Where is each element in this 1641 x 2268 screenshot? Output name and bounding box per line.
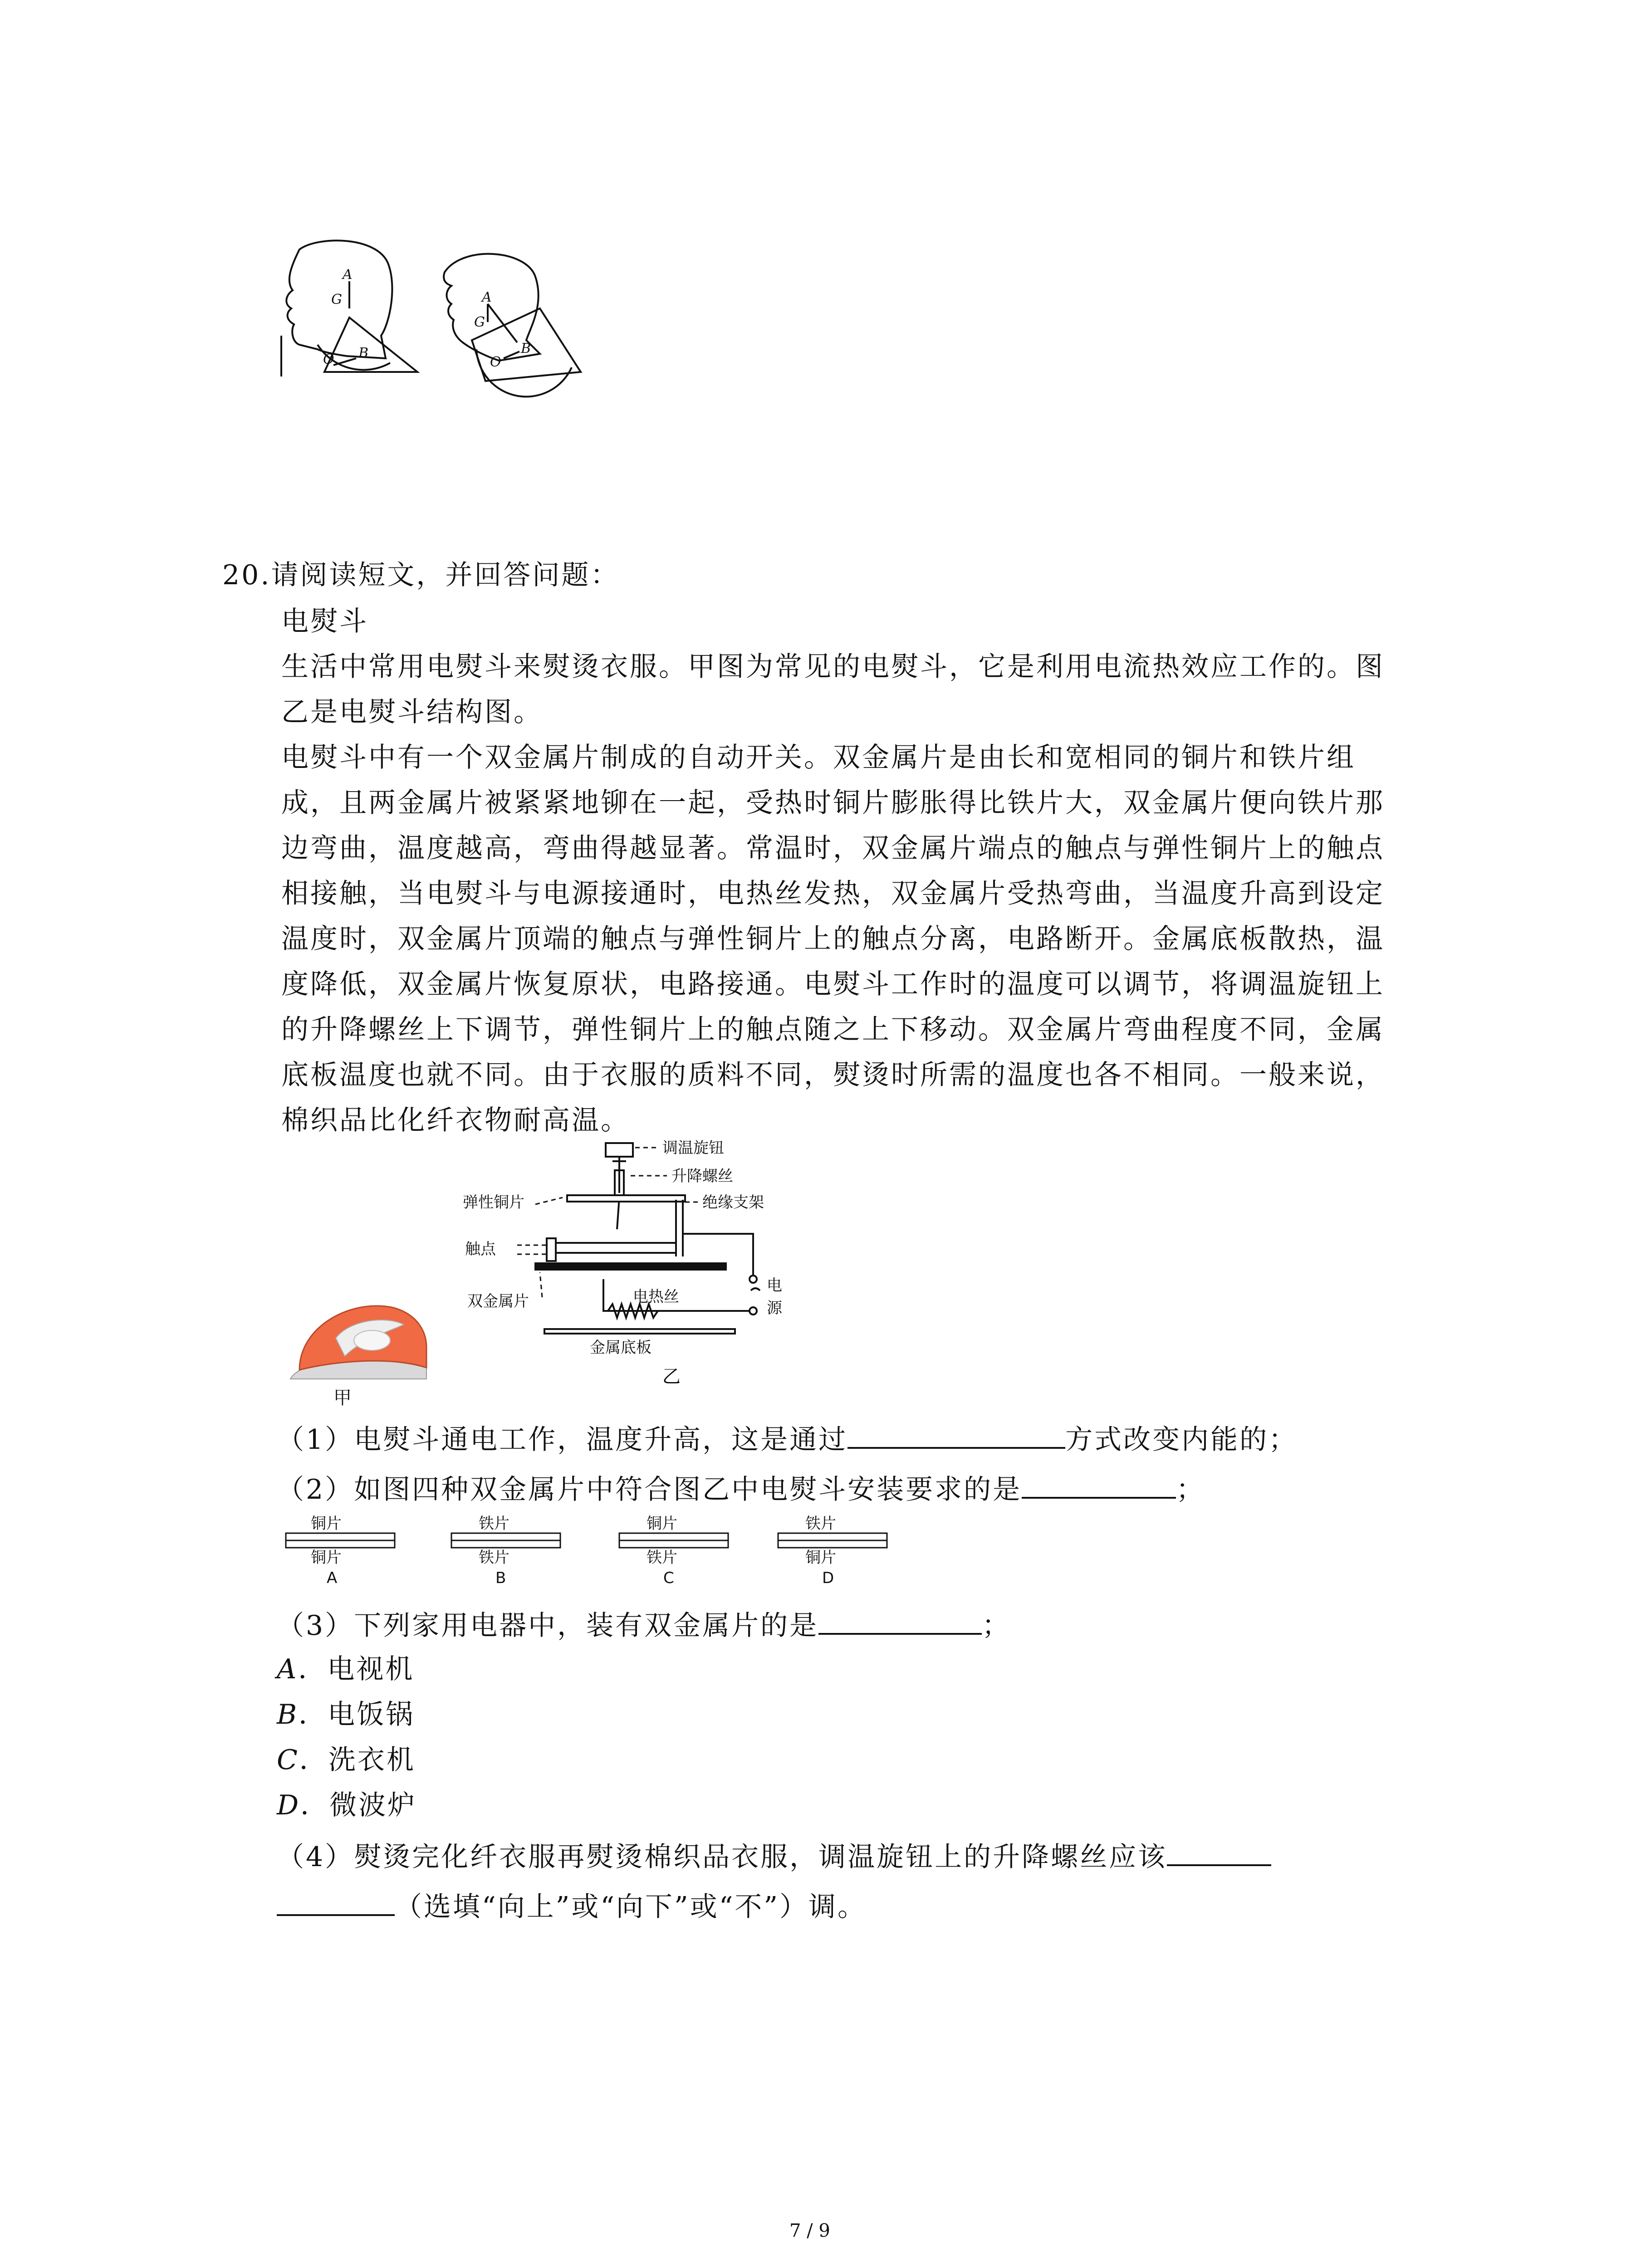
question-number: 20. (222, 559, 271, 591)
q2-answer-blank[interactable] (1022, 1470, 1176, 1499)
q1-text-b: 方式改变内能的； (1065, 1424, 1298, 1456)
sub-question-1 (277, 1420, 1298, 1458)
strip-b-bottom: 铁片 (479, 1549, 509, 1567)
head2-label-a: A (482, 289, 492, 305)
q3-text: （3）下列家用电器中，装有双金属片的是 (277, 1610, 819, 1642)
option-b[interactable] (277, 1696, 415, 1733)
head2-label-o: O (490, 354, 501, 370)
paragraph2-line1: 电熨斗中有一个双金属片制成的自动开关。双金属片是由长和宽相同的铜片和铁片组 (281, 742, 1356, 773)
paragraph1-line2: 乙是电熨斗结构图。 (281, 696, 543, 728)
q4-answer-blank-1[interactable] (1167, 1837, 1271, 1866)
head1-label-o: O (323, 352, 334, 367)
strip-c-top: 铜片 (647, 1515, 677, 1533)
q3-answer-blank[interactable] (818, 1606, 982, 1635)
head2-label-b: B (521, 341, 531, 357)
head-posture-figure (272, 236, 617, 426)
strip-option-c (619, 1515, 728, 1587)
q1-text-a: （1）电熨斗通电工作，温度升高，这是通过 (277, 1424, 848, 1456)
option-d[interactable] (277, 1787, 416, 1823)
label-insulating-bracket: 绝缘支架 (702, 1193, 764, 1212)
label-power-1: 电 (767, 1276, 782, 1295)
strip-a-letter: A (327, 1569, 338, 1587)
paragraph2-line8: 底板温度也就不同。由于衣服的质料不同，熨烫时所需的温度也各不相同。一般来说， (281, 1059, 1385, 1091)
label-contact: 触点 (465, 1240, 496, 1258)
sub-question-2 (277, 1470, 1205, 1508)
paragraph1-line1: 生活中常用电熨斗来熨烫衣服。甲图为常见的电熨斗，它是利用电流热效应工作的。图 (281, 651, 1385, 683)
label-jia: 甲 (333, 1388, 352, 1408)
strip-d-bottom: 铜片 (805, 1549, 836, 1567)
q1-answer-blank[interactable] (847, 1420, 1065, 1449)
paragraph2-line5: 温度时，双金属片顶端的触点与弹性铜片上的触点分离，电路断开。金属底板散热，温 (281, 923, 1385, 955)
option-d-letter: D (277, 1789, 301, 1821)
label-power-2: 源 (767, 1299, 782, 1317)
label-screw: 升降螺丝 (671, 1167, 733, 1185)
sub-question-4-line1 (277, 1837, 1271, 1875)
paragraph2-line2: 成，且两金属片被紧紧地铆在一起，受热时铜片膨胀得比铁片大，双金属片便向铁片那 (281, 787, 1385, 819)
option-c[interactable] (277, 1742, 416, 1778)
label-elastic-copper: 弹性铜片 (463, 1193, 524, 1212)
option-b-text: ．电饭锅 (299, 1699, 415, 1730)
strip-option-a (286, 1515, 395, 1587)
strip-c-bottom: 铁片 (647, 1549, 677, 1567)
head1-label-g: G (331, 292, 342, 308)
question-header (222, 557, 619, 593)
strip-a-bottom: 铜片 (311, 1549, 342, 1567)
option-c-text: ．洗衣机 (299, 1744, 416, 1776)
q2-text: （2）如图四种双金属片中符合图乙中电熨斗安装要求的是 (277, 1474, 1022, 1505)
sub-question-4-line2 (277, 1887, 867, 1925)
page-number: 7 / 9 (789, 2220, 830, 2241)
head1-label-a: A (343, 267, 353, 283)
option-c-letter: C (277, 1744, 299, 1776)
question-intro: 请阅读短文，并回答问题： (271, 559, 620, 591)
option-a-letter: A (277, 1653, 299, 1685)
label-base-plate: 金属底板 (590, 1339, 652, 1357)
head1-label-b: B (358, 345, 369, 361)
paragraph2-line3: 边弯曲，温度越高，弯曲得越显著。常温时，双金属片端点的触点与弹性铜片上的触点 (281, 832, 1385, 864)
paragraph2-line6: 度降低，双金属片恢复原状，电路接通。电熨斗工作时的温度可以调节，将调温旋钮上 (281, 968, 1385, 1000)
strip-a-top: 铜片 (311, 1515, 342, 1533)
strip-d-letter: D (822, 1569, 834, 1587)
strip-c-letter: C (663, 1569, 674, 1587)
iron-photo (281, 1288, 436, 1393)
label-heating-wire: 电热丝 (633, 1288, 679, 1306)
strip-b-letter: B (495, 1569, 506, 1587)
strip-option-b (451, 1515, 560, 1587)
q3-end: ； (982, 1610, 1011, 1642)
strip-d-top: 铁片 (805, 1515, 836, 1533)
label-yi: 乙 (662, 1366, 681, 1387)
bimetal-strip-options (277, 1515, 912, 1597)
paragraph2-line7: 的升降螺丝上下调节，弹性铜片上的触点随之上下移动。双金属片弯曲程度不同，金属 (281, 1014, 1385, 1046)
strip-b-top: 铁片 (479, 1515, 509, 1533)
head2-label-g: G (474, 314, 485, 330)
option-d-text: ．微波炉 (300, 1789, 417, 1821)
option-a-text: ．电视机 (298, 1653, 415, 1685)
q4-answer-blank-2[interactable] (277, 1887, 395, 1916)
sub-question-3 (277, 1606, 1011, 1644)
iron-structure-diagram (454, 1134, 826, 1388)
article-title: 电熨斗 (281, 606, 368, 637)
q4-text-b: （选填“向上”或“向下”或“不”）调。 (395, 1891, 867, 1923)
paragraph2-line9: 棉织品比化纤衣物耐高温。 (281, 1105, 630, 1136)
q2-end: ； (1176, 1474, 1205, 1505)
strip-option-d (778, 1515, 887, 1587)
option-a[interactable] (277, 1651, 414, 1687)
q4-text-a: （4）熨烫完化纤衣服再熨烫棉织品衣服，调温旋钮上的升降螺丝应该 (277, 1841, 1167, 1873)
label-knob: 调温旋钮 (662, 1139, 724, 1157)
option-b-letter: B (277, 1699, 299, 1730)
paragraph2-line4: 相接触，当电熨斗与电源接通时，电热丝发热，双金属片受热弯曲，当温度升高到设定 (281, 878, 1385, 909)
label-bimetal: 双金属片 (467, 1292, 529, 1310)
